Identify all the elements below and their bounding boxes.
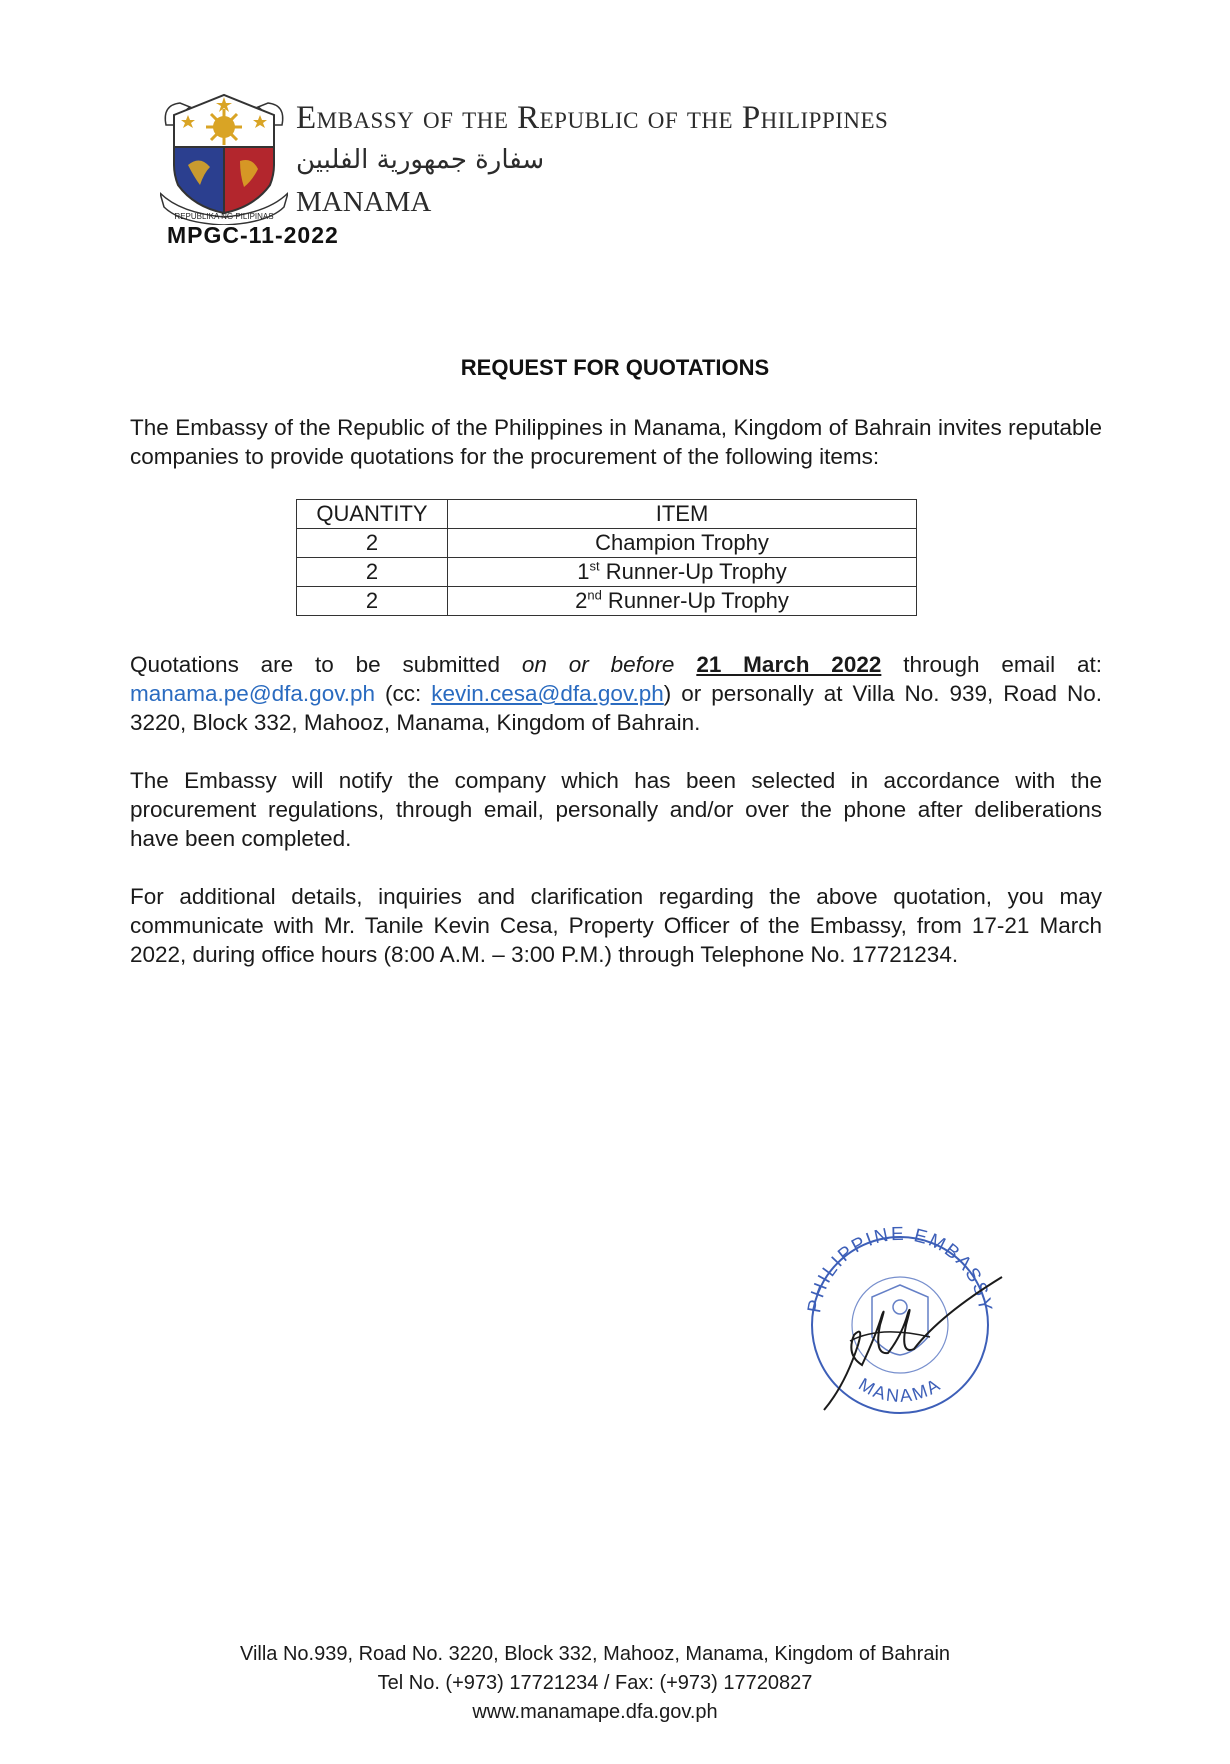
- intro-paragraph: The Embassy of the Republic of the Philippines in Manama, Kingdom of Bahrain invites reputable companies to provide quotations for the procurement of the following items:: [130, 415, 1102, 469]
- footer-website[interactable]: www.manamape.dfa.gov.ph: [472, 1701, 718, 1723]
- quantity-header: QUANTITY: [297, 500, 448, 529]
- item-cell: [448, 587, 917, 616]
- item-text: Champion Trophy: [595, 530, 769, 555]
- quantity-cell: 2: [297, 558, 448, 587]
- notify-paragraph: The Embassy will notify the company which has been selected in accordance with the procurement regulations, through email, personally and/or over the phone after deliberations have been completed.: [130, 768, 1102, 851]
- reference-number: MPGC-11-2022: [167, 222, 339, 248]
- table-row: [297, 558, 917, 587]
- submission-text: through email at:: [881, 652, 1102, 677]
- stamp-top-text: PHILIPPINE EMBASSY: [804, 1225, 996, 1315]
- item-ordinal-suffix: nd: [587, 587, 602, 603]
- item-text: Runner-Up Trophy: [601, 588, 789, 613]
- footer-address: Villa No.939, Road No. 3220, Block 332, Mahooz, Manama, Kingdom of Bahrain: [239, 1643, 951, 1665]
- table-header-row: [297, 500, 917, 529]
- table-row: [297, 587, 917, 616]
- quantity-cell: 2: [297, 529, 448, 558]
- embassy-name: Embassy of the Republic of the Philippines: [296, 100, 889, 136]
- item-ordinal-suffix: st: [589, 558, 600, 574]
- cc-email-link[interactable]: kevin.cesa@dfa.gov.ph: [431, 681, 664, 706]
- seal-ribbon-text: REPUBLIKA NG PILIPINAS: [174, 212, 274, 221]
- item-ordinal: 2: [575, 588, 588, 613]
- document-title: REQUEST FOR QUOTATIONS: [460, 355, 770, 380]
- submission-text: Quotations are to be submitted: [130, 652, 522, 677]
- item-ordinal: 1: [577, 559, 590, 584]
- quantity-cell: 2: [297, 587, 448, 616]
- item-cell: [448, 529, 917, 558]
- item-text: Runner-Up Trophy: [599, 559, 787, 584]
- submission-paragraph: [130, 650, 1102, 737]
- submission-text: ) or personally at Villa No. 939, Road No. 3220, Block 332, Mahooz, Manama, Kingdom of Bahrain.: [130, 681, 1102, 735]
- footer-phone: Tel No. (+973) 17721234 / Fax: (+973) 17720827: [377, 1672, 813, 1694]
- letterhead: [296, 98, 888, 222]
- submission-emphasis: on or before: [521, 652, 675, 677]
- stamp-bottom-text: MANAMA: [855, 1373, 945, 1407]
- contact-paragraph: For additional details, inquiries and clarification regarding the above quotation, you may communicate with Mr. Tanile Kevin Cesa, Property Officer of the Embassy, from 17-21 March 2022, during office hours (8:00 A.M. – 3:00 P.M.) through Telephone No. 17721234.: [130, 884, 1102, 967]
- embassy-city: MANAMA: [296, 186, 432, 218]
- embassy-email-link[interactable]: manama.pe@dfa.gov.ph: [130, 681, 376, 706]
- page-footer: [0, 1640, 1190, 1727]
- submission-text: (cc:: [375, 681, 432, 706]
- philippine-coat-of-arms-icon: [160, 85, 288, 225]
- items-table: [296, 499, 917, 616]
- svg-text:MANAMA: [855, 1374, 945, 1406]
- item-header: ITEM: [448, 500, 917, 529]
- item-cell: [448, 558, 917, 587]
- submission-deadline: 21 March 2022: [696, 652, 882, 677]
- embassy-stamp-icon: [790, 1225, 1010, 1415]
- embassy-name-arabic: سفارة جمهورية الفلبين: [296, 145, 545, 175]
- table-row: [297, 529, 917, 558]
